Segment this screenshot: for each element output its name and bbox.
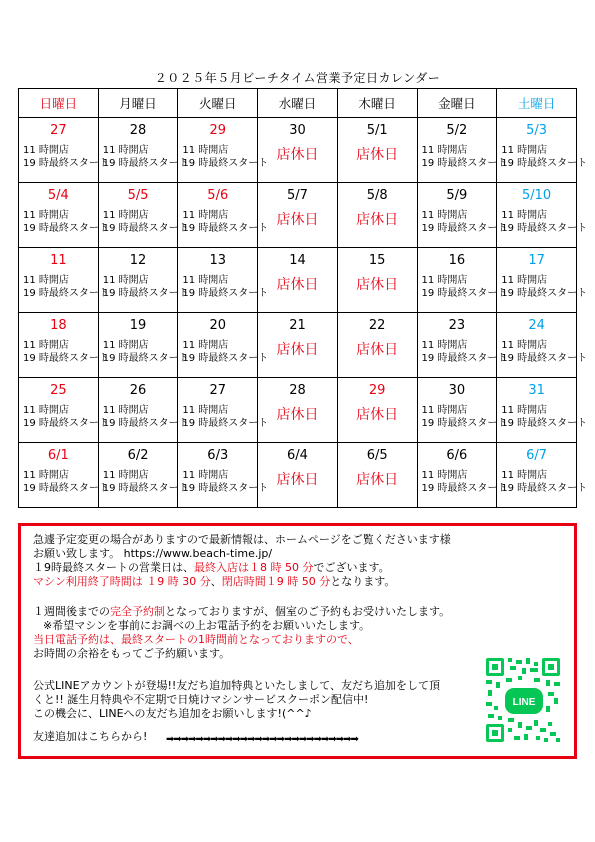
opening-time: 11 時開店 — [182, 470, 229, 481]
notice-line-4: マシン利用終了時間は １9 時 30 分、閉店時間１9 時 50 分となります。 — [33, 575, 396, 588]
calendar-day-cell — [258, 378, 338, 443]
closed-day-label: 店休日 — [356, 147, 399, 163]
day-number: 5/5 — [127, 188, 149, 203]
opening-time: 11 時開店 — [421, 470, 468, 481]
day-number: 11 — [50, 253, 67, 268]
business-hours — [99, 469, 189, 495]
business-hours — [418, 404, 508, 430]
opening-time: 11 時開店 — [421, 210, 468, 221]
day-number: 6/3 — [207, 448, 229, 463]
calendar-day-cell — [98, 248, 189, 313]
closed-day-label: 店休日 — [356, 277, 399, 293]
opening-time: 11 時開店 — [421, 275, 468, 286]
day-number: 14 — [289, 253, 306, 268]
weekday-wednesday: 水曜日 — [258, 89, 338, 118]
closed-day-label: 店休日 — [276, 342, 319, 358]
notice-line-6: ※希望マシンを事前にお調べの上お電話予約をお願いいたします。 — [43, 619, 371, 632]
calendar-title: ２０２５年５月ビーチタイム営業予定日カレンダー — [154, 71, 441, 85]
business-hours — [19, 469, 109, 495]
business-hours — [418, 144, 508, 170]
last-start-time: 19 時最終スタート — [23, 288, 109, 299]
last-start-time: 19 時最終スタート — [501, 288, 588, 299]
calendar-day-cell — [417, 183, 508, 248]
business-hours — [497, 469, 588, 495]
last-start-time: 19 時最終スタート — [182, 158, 269, 169]
last-start-time: 19 時最終スタート — [102, 288, 189, 299]
day-number: 6/6 — [446, 448, 468, 463]
day-number: 22 — [368, 318, 386, 333]
weekday-saturday: 土曜日 — [497, 89, 577, 118]
business-hours — [178, 469, 269, 495]
business-hours — [418, 339, 508, 365]
closed-day-label: 店休日 — [356, 407, 399, 423]
calendar-table — [18, 88, 588, 508]
business-hours — [19, 274, 109, 300]
day-number: 13 — [209, 253, 227, 268]
opening-time: 11 時開店 — [23, 470, 69, 481]
opening-time: 11 時開店 — [102, 275, 149, 286]
business-hours — [497, 339, 588, 365]
calendar-day-cell — [417, 248, 508, 313]
day-number: 15 — [368, 253, 386, 268]
calendar-day-cell — [337, 183, 417, 248]
day-number: 29 — [209, 123, 227, 138]
opening-time: 11 時開店 — [102, 340, 149, 351]
calendar-day-cell — [178, 183, 269, 248]
calendar-day-cell — [417, 313, 508, 378]
weekday-sunday: 日曜日 — [19, 89, 99, 118]
day-number: 31 — [528, 383, 545, 398]
notice-line-10: くと!! 誕生月特典や不定期で日焼けマシンサービスクーポン配信中! — [33, 693, 369, 706]
last-start-time: 19 時最終スタート — [23, 223, 109, 234]
last-start-time: 19 時最終スタート — [182, 353, 269, 364]
day-number: 30 — [289, 123, 306, 138]
notice-line-3: １9時最終スタートの営業日は、最終入店は１8 時 50 分でございます。 — [33, 561, 390, 574]
closed-day-label: 店休日 — [356, 342, 399, 358]
last-start-time: 19 時最終スタート — [102, 418, 189, 429]
opening-time: 11 時開店 — [501, 275, 548, 286]
last-start-time: 19 時最終スタート — [501, 158, 588, 169]
last-start-time: 19 時最終スタート — [421, 158, 508, 169]
opening-time: 11 時開店 — [102, 405, 149, 416]
last-start-time: 19 時最終スタート — [23, 418, 109, 429]
opening-time: 11 時開店 — [501, 340, 548, 351]
business-hours — [418, 274, 508, 300]
business-hours — [497, 209, 588, 235]
last-start-time: 19 時最終スタート — [182, 483, 269, 494]
day-number: 25 — [50, 383, 67, 398]
last-start-time: 19 時最終スタート — [102, 223, 189, 234]
calendar-day-cell — [19, 183, 109, 248]
day-number: 20 — [209, 318, 227, 333]
calendar-day-cell — [497, 248, 588, 313]
closed-day-label: 店休日 — [276, 212, 319, 228]
day-number: 5/8 — [366, 188, 388, 203]
calendar-week-row — [19, 313, 577, 378]
calendar-day-cell — [98, 443, 189, 508]
last-start-time: 19 時最終スタート — [102, 353, 189, 364]
opening-time: 11 時開店 — [421, 405, 468, 416]
closed-day-label: 店休日 — [356, 472, 399, 488]
day-number: 5/6 — [207, 188, 229, 203]
notice-line-9: 公式LINEアカウントが登場!!友だち追加特典といたしまして、友だち追加をして頂 — [33, 679, 441, 692]
opening-time: 11 時開店 — [23, 340, 69, 351]
day-number: 5/1 — [366, 123, 388, 138]
calendar-week-row — [19, 378, 577, 443]
last-start-time: 19 時最終スタート — [421, 288, 508, 299]
business-hours — [19, 144, 109, 170]
closed-day-label: 店休日 — [356, 212, 399, 228]
day-number: 28 — [289, 383, 306, 398]
opening-time: 11 時開店 — [102, 210, 149, 221]
calendar-body — [19, 118, 588, 508]
calendar-day-cell — [337, 378, 417, 443]
last-start-time: 19 時最終スタート — [421, 353, 508, 364]
opening-time: 11 時開店 — [421, 340, 468, 351]
opening-time: 11 時開店 — [102, 145, 149, 156]
opening-time: 11 時開店 — [182, 145, 229, 156]
notice-line-5: １週間後までの完全予約制となっておりますが、個室のご予約もお受けいたします。 — [33, 605, 451, 618]
business-hours — [178, 339, 269, 365]
day-number: 6/5 — [366, 448, 388, 463]
calendar-day-cell — [19, 248, 109, 313]
last-start-time: 19 時最終スタート — [421, 223, 508, 234]
business-hours — [178, 274, 269, 300]
calendar-day-cell — [497, 443, 588, 508]
calendar-day-cell — [337, 313, 417, 378]
business-hours — [99, 339, 189, 365]
calendar-day-cell — [337, 118, 417, 183]
calendar-day-cell — [178, 248, 269, 313]
day-number: 16 — [448, 253, 466, 268]
opening-time: 11 時開店 — [182, 210, 229, 221]
line-qr-code-icon[interactable] — [484, 656, 562, 744]
calendar-day-cell — [98, 313, 189, 378]
notice-box — [18, 523, 577, 759]
closed-day-label: 店休日 — [276, 407, 319, 423]
day-number: 21 — [289, 318, 306, 333]
opening-time: 11 時開店 — [23, 275, 69, 286]
notice-line-11: この機会に、LINEへの友だち追加をお願いします!(^^♪ — [33, 707, 312, 720]
last-start-time: 19 時最終スタート — [102, 158, 189, 169]
last-start-time: 19 時最終スタート — [23, 483, 109, 494]
business-hours — [178, 209, 269, 235]
calendar-day-cell — [417, 443, 508, 508]
day-number: 5/3 — [526, 123, 548, 138]
opening-time: 11 時開店 — [182, 405, 229, 416]
calendar-day-cell — [258, 183, 338, 248]
calendar-day-cell — [258, 313, 338, 378]
opening-time: 11 時開店 — [182, 275, 229, 286]
last-start-time: 19 時最終スタート — [501, 223, 588, 234]
day-number: 6/7 — [526, 448, 548, 463]
opening-time: 11 時開店 — [23, 145, 69, 156]
closed-day-label: 店休日 — [276, 147, 319, 163]
day-number: 18 — [50, 318, 67, 333]
calendar-day-cell — [98, 118, 189, 183]
calendar-day-cell — [417, 118, 508, 183]
calendar-day-cell — [258, 118, 338, 183]
opening-time: 11 時開店 — [501, 210, 548, 221]
notice-line-2: お願い致します。 https://www.beach-time.jp/ — [33, 547, 273, 560]
calendar-week-row — [19, 443, 577, 508]
business-hours — [99, 209, 189, 235]
day-number: 6/2 — [127, 448, 149, 463]
last-start-time: 19 時最終スタート — [421, 418, 508, 429]
business-hours — [99, 404, 189, 430]
calendar-day-cell — [497, 183, 588, 248]
business-hours — [19, 404, 109, 430]
last-start-time: 19 時最終スタート — [23, 158, 109, 169]
arrow-row: ➡➡➡➡➡➡➡➡➡➡➡➡➡➡➡➡➡➡➡➡➡➡➡➡➡➡ — [166, 734, 358, 745]
day-number: 23 — [448, 318, 466, 333]
opening-time: 11 時開店 — [23, 210, 69, 221]
business-hours — [497, 404, 588, 430]
day-number: 5/7 — [287, 188, 308, 203]
opening-time: 11 時開店 — [102, 470, 149, 481]
calendar-day-cell — [337, 443, 417, 508]
calendar-day-cell — [497, 118, 588, 183]
calendar-week-row — [19, 118, 577, 183]
day-number: 30 — [448, 383, 466, 398]
business-hours — [19, 339, 109, 365]
day-number: 28 — [129, 123, 147, 138]
notice-line-7: 当日電話予約は、最終スタートの1時間前となっておりますので、 — [33, 633, 359, 646]
calendar-day-cell — [417, 378, 508, 443]
calendar-day-cell — [19, 378, 109, 443]
business-hours — [497, 274, 588, 300]
calendar-day-cell — [178, 378, 269, 443]
calendar-day-cell — [497, 313, 588, 378]
weekday-monday: 月曜日 — [98, 89, 178, 118]
qr-line-label: LINE — [512, 697, 536, 708]
opening-time: 11 時開店 — [421, 145, 468, 156]
day-number: 6/4 — [287, 448, 308, 463]
last-start-time: 19 時最終スタート — [501, 483, 588, 494]
business-hours — [178, 144, 269, 170]
day-number: 6/1 — [47, 448, 69, 463]
weekday-header-row — [19, 89, 577, 118]
last-start-time: 19 時最終スタート — [182, 223, 269, 234]
last-start-time: 19 時最終スタート — [182, 288, 269, 299]
day-number: 17 — [528, 253, 545, 268]
last-start-time: 19 時最終スタート — [23, 353, 109, 364]
last-start-time: 19 時最終スタート — [421, 483, 508, 494]
last-start-time: 19 時最終スタート — [102, 483, 189, 494]
day-number: 19 — [129, 318, 147, 333]
calendar-week-row — [19, 183, 577, 248]
notice-line-8: お時間の余裕をもってご予約願います。 — [33, 647, 231, 660]
calendar-day-cell — [178, 118, 269, 183]
calendar-day-cell — [337, 248, 417, 313]
opening-time: 11 時開店 — [501, 145, 548, 156]
notice-line-12: 友達追加はこちらから! — [33, 730, 148, 743]
weekday-thursday: 木曜日 — [337, 89, 417, 118]
opening-time: 11 時開店 — [501, 405, 548, 416]
calendar-week-row — [19, 248, 577, 313]
day-number: 5/4 — [47, 188, 69, 203]
weekday-friday: 金曜日 — [417, 89, 497, 118]
business-hours — [418, 209, 508, 235]
calendar-day-cell — [19, 443, 109, 508]
calendar-day-cell — [19, 313, 109, 378]
day-number: 26 — [129, 383, 147, 398]
calendar-day-cell — [497, 378, 588, 443]
calendar-day-cell — [178, 313, 269, 378]
calendar-day-cell — [98, 378, 189, 443]
business-hours — [178, 404, 269, 430]
last-start-time: 19 時最終スタート — [501, 353, 588, 364]
day-number: 5/2 — [446, 123, 468, 138]
calendar-day-cell — [98, 183, 189, 248]
weekday-tuesday: 火曜日 — [178, 89, 258, 118]
business-hours — [99, 144, 189, 170]
calendar-day-cell — [178, 443, 269, 508]
calendar-day-cell — [258, 248, 338, 313]
day-number: 27 — [209, 383, 227, 398]
calendar-day-cell — [258, 443, 338, 508]
day-number: 29 — [368, 383, 386, 398]
day-number: 24 — [528, 318, 545, 333]
notice-line-1: 急遽予定変更の場合がありますので最新情報は、ホームページをご覧くださいます様 — [33, 533, 451, 546]
last-start-time: 19 時最終スタート — [501, 418, 588, 429]
day-number: 5/10 — [522, 188, 552, 203]
closed-day-label: 店休日 — [276, 277, 319, 293]
opening-time: 11 時開店 — [182, 340, 229, 351]
business-hours — [497, 144, 588, 170]
day-number: 27 — [50, 123, 67, 138]
business-hours — [19, 209, 109, 235]
day-number: 5/9 — [446, 188, 468, 203]
day-number: 12 — [129, 253, 147, 268]
opening-time: 11 時開店 — [501, 470, 548, 481]
business-hours — [99, 274, 189, 300]
calendar-day-cell — [19, 118, 109, 183]
closed-day-label: 店休日 — [276, 472, 319, 488]
business-hours — [418, 469, 508, 495]
last-start-time: 19 時最終スタート — [182, 418, 269, 429]
opening-time: 11 時開店 — [23, 405, 69, 416]
